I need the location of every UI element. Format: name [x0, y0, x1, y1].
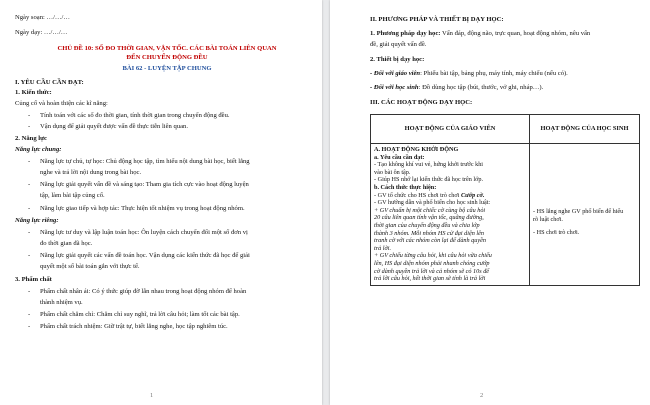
quality-1b: thành nhiệm vụ. — [40, 299, 83, 306]
teacher-line: trả lời. — [374, 244, 392, 252]
teacher-line: trả lời câu hỏi, hết thời gian sẽ tính là trả lời — [374, 275, 486, 283]
lesson-title: BÀI 62 - LUYỆN TẬP CHUNG — [122, 65, 212, 72]
bullet-dash: - — [28, 311, 31, 318]
bullet-dash: - — [28, 112, 31, 119]
section-2-heading: II. PHƯƠNG PHÁP VÀ THIẾT BỊ DẠY HỌC: — [370, 16, 504, 23]
specific-competence-1b: đo thời gian đã học. — [40, 240, 93, 247]
method-line — [370, 30, 590, 38]
specific-competence-2b: quyết một số bài toán gắn với thực tế. — [40, 263, 140, 270]
general-competence-3: Năng lực giao tiếp và hợp tác: Thực hiện tốt nhiệm vụ trong hoạt động nhóm. — [40, 205, 245, 212]
teacher-line: - Tạo không khí vui vẻ, hứng khởi trước khi — [374, 161, 484, 169]
bullet-dash: - — [28, 123, 31, 130]
requirement-heading: a. Yêu cầu cần đạt: — [374, 153, 425, 161]
bullet-dash: - — [28, 205, 31, 212]
general-competence-2a: Năng lực giải quyết vấn đề và sáng tạo: Tham gia tích cực vào hoạt động luyện — [40, 181, 249, 188]
student-line: - HS chơi trò chơi. — [533, 229, 580, 237]
document-page-1 — [0, 0, 322, 405]
general-competence-1a: Năng lực tự chủ, tự học: Chủ động học tập, tìm hiểu nội dung bài học, biết lắng — [40, 158, 250, 165]
competence-heading: 2. Năng lực — [15, 135, 47, 142]
topic-title-line2: ĐẾN CHUYỂN ĐỘNG ĐỀU — [126, 54, 208, 61]
teacher-line: thành 3 nhóm. Mỗi nhóm HS cử đại diện lên — [374, 229, 484, 237]
teacher-line: lên, HS đại diện nhóm phải nhanh chóng cướp — [374, 259, 490, 267]
bullet-dash: - — [28, 181, 31, 188]
quality-1a: Phẩm chất nhân ái: Có ý thức giúp đỡ lẫn nhau trong hoạt động nhóm để hoàn — [40, 288, 247, 295]
student-line: rõ luật chơi. — [533, 215, 563, 223]
date-teach: Ngày dạy: …/…/… — [15, 29, 68, 36]
bullet-dash: - — [28, 323, 31, 330]
teacher-line: tranh cờ với các nhóm còn lại để dành quyền — [374, 237, 486, 245]
equipment-student-text: : Đồ dùng học tập (bút, thước, vở ghi, nháp…). — [418, 84, 544, 91]
equipment-student-label: - Đối với học sinh — [370, 84, 419, 91]
col-header-teacher: HOẠT ĐỘNG CỦA GIÁO VIÊN — [371, 115, 530, 144]
teacher-line: - Giúp HS nhớ lại kiến thức đã học trên lớp. — [374, 176, 484, 184]
teacher-line: + GV chuẩn bị một chiếc cờ cùng bộ câu hỏi — [374, 206, 486, 214]
knowledge-intro: Củng cố và hoàn thiện các kĩ năng: — [15, 100, 108, 107]
section-1-heading: I. YÊU CẦU CẦN ĐẠT: — [15, 79, 84, 86]
game-name: Cướp cờ. — [460, 191, 485, 199]
method-text: Vấn đáp, động não, trực quan, hoạt động nhóm, nêu vấn — [440, 30, 591, 37]
bullet-dash: - — [28, 229, 31, 236]
equipment-heading: 2. Thiết bị dạy học: — [370, 56, 425, 63]
method-text-2: đề, giải quyết vấn đề. — [370, 41, 427, 48]
specific-competence-heading: Năng lực riêng: — [15, 217, 59, 224]
equipment-student — [370, 84, 543, 92]
general-competence-1b: nghe và trả lời nội dung trong bài học. — [40, 169, 142, 176]
specific-competence-2a: Năng lực giải quyết các vấn đề toán học. Vận dụng các kiến thức đã học để giải — [40, 252, 250, 259]
teacher-line: cờ dành quyền trả lời và cả nhóm sẽ có 10s để — [374, 267, 490, 275]
equipment-teacher — [370, 70, 568, 78]
equipment-teacher-text: : Phiếu bài tập, bảng phụ, máy tính, máy chiếu (nếu có). — [420, 70, 568, 77]
quality-heading: 3. Phẩm chất — [15, 276, 52, 283]
student-activity-cell — [530, 144, 640, 286]
teacher-line: 20 câu liên quan tính vận tốc, quãng đường, — [374, 214, 484, 222]
method-label: 1. Phương pháp dạy học: — [370, 30, 441, 37]
method-heading: b. Cách thức thực hiện: — [374, 183, 437, 191]
knowledge-item-2: Vận dụng để giải quyết được vấn đề thực tiễn liên quan. — [40, 123, 188, 130]
col-header-student: HOẠT ĐỘNG CỦA HỌC SINH — [530, 115, 640, 144]
equipment-teacher-label: - Đối với giáo viên — [370, 70, 421, 77]
knowledge-heading: 1. Kiến thức: — [15, 89, 52, 96]
teacher-line: + GV chiếu từng câu hỏi, khi câu hỏi vừa chiếu — [374, 252, 492, 260]
page-number: 2 — [480, 392, 484, 399]
teacher-line: thời gian của chuyển động đều và chia lớp — [374, 221, 480, 229]
teacher-line: - GV hướng dẫn và phổ biến cho học sinh luật: — [374, 199, 491, 207]
teacher-line-text: - GV tổ chức cho HS chơi trò chơi — [374, 191, 461, 199]
bullet-dash: - — [28, 252, 31, 259]
knowledge-item-1: Tính toán với các số đo thời gian, tính thời gian trong chuyển động đều. — [40, 112, 230, 119]
specific-competence-1a: Năng lực tư duy và lập luận toán học: Ôn luyện cách chuyển đổi một số đơn vị — [40, 229, 248, 236]
topic-title-line1: CHỦ ĐỀ 10: SỐ ĐO THỜI GIAN, VẬN TỐC. CÁC BÀI TOÁN LIÊN QUAN — [57, 45, 277, 52]
teacher-line: vào bài ôn tập. — [374, 168, 411, 176]
activities-table — [370, 114, 640, 286]
document-page-2 — [330, 0, 650, 405]
student-line: - HS lắng nghe GV phổ biến để hiểu — [533, 208, 624, 215]
section-3-heading: III. CÁC HOẠT ĐỘNG DẠY HỌC: — [370, 99, 473, 106]
general-competence-2b: tập, làm bài tập củng cố. — [40, 192, 105, 199]
general-competence-heading: Năng lực chung: — [15, 146, 62, 153]
bullet-dash: - — [28, 288, 31, 295]
teacher-activity-cell — [371, 144, 530, 286]
quality-3: Phẩm chất trách nhiệm: Giữ trật tự, biết lắng nghe, học tập nghiêm túc. — [40, 323, 228, 330]
quality-2: Phẩm chất chăm chỉ: Chăm chỉ suy nghĩ, trả lời câu hỏi; làm tốt các bài tập. — [40, 311, 240, 318]
teacher-line — [374, 192, 526, 200]
activity-a-heading: A. HOẠT ĐỘNG KHỞI ĐỘNG — [374, 146, 459, 153]
date-prep: Ngày soạn: …/…/… — [15, 14, 70, 21]
page-number: 1 — [150, 392, 154, 399]
bullet-dash: - — [28, 158, 31, 165]
